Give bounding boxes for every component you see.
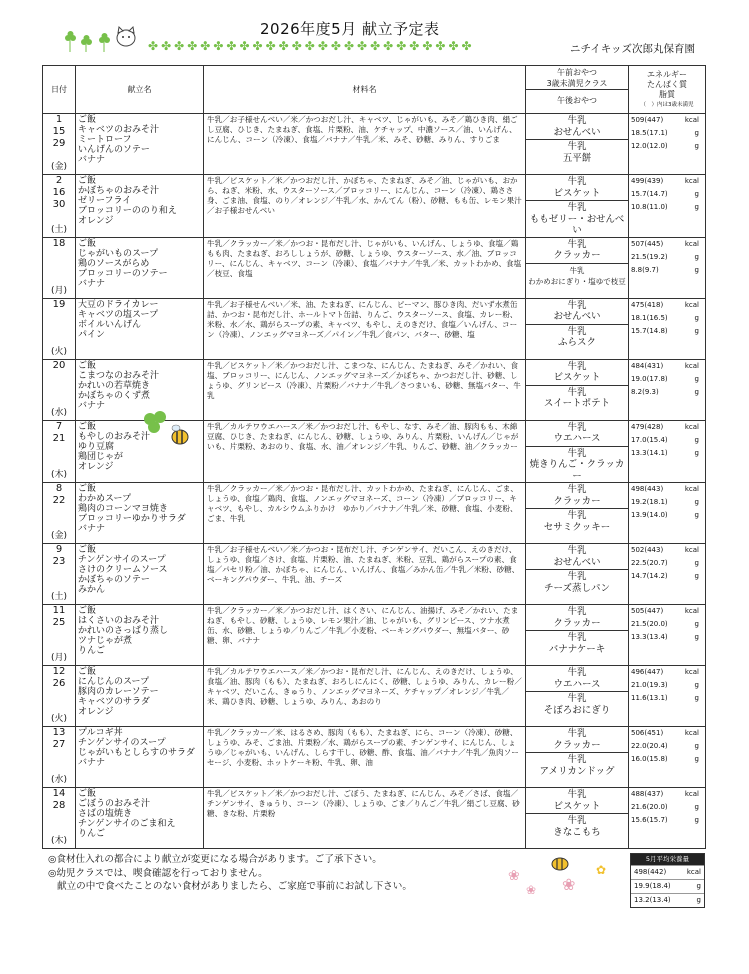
monthly-average-box [630, 853, 705, 908]
snack-cell [526, 544, 629, 605]
day-of-week: (水) [50, 407, 68, 418]
header-energy: エネルギー たんぱく質 脂質 （ ）内は3歳未満児 [629, 66, 706, 114]
nutrition-cell [629, 544, 706, 605]
protein-value: 19.2(18.1) g [631, 498, 699, 506]
menu-row [43, 298, 706, 359]
fat-value: 15.7(14.8) g [631, 326, 699, 335]
svg-text:❀: ❀ [562, 875, 576, 894]
dish-cell: ご飯 じゃがいものスープ 鶏のソースがらめ ブロッコリーのソテー バナナ [76, 237, 204, 298]
notes [48, 853, 412, 894]
ingredients-cell: 牛乳／お子様せんべい／米／かつお・昆布だし汁、チンゲンサイ、だいこん、えのきだけ、しょうゆ、食塩／さけ、食塩、片栗粉、油、たまねぎ、米粉、豆乳、鶏がらスープの素、食塩／パセリ粉／油、かぼちゃ、にんじん、いんげん、食塩／みかん缶／牛乳／米粉、砂糖、ベーキングパウダー、牛乳、油、チーズ [204, 544, 526, 605]
date-cell [43, 544, 76, 605]
snack-cell [526, 666, 629, 727]
header-ingredients: 材料名 [204, 66, 526, 114]
ingredients-cell: 牛乳／ビスケット／米／かつおだし汁、こまつな、にんじん、たまねぎ、みそ／かれい、食塩、ブロッコリー、にんじん、ノンエッグマヨネーズ／かぼちゃ、かつおだし汁、砂糖、しょうゆ、グリンピース（冷凍）、片栗粉／バナナ／牛乳／さつまいも、砂糖、無塩バター、牛乳 [204, 359, 526, 420]
dish-cell: ご飯 こまつなのおみそ汁 かれいの若草焼き かぼちゃのくず煮 バナナ [76, 359, 204, 420]
nutrition-cell [629, 359, 706, 420]
snack-cell [526, 359, 629, 420]
snack-am: 牛乳 ビスケット [526, 360, 628, 386]
menu-row [43, 605, 706, 666]
fat-value: 12.0(12.0) g [631, 142, 699, 150]
average-fat: 13.2(13.4) g [631, 893, 704, 907]
date-cell [43, 359, 76, 420]
dates: 8 22 [52, 483, 66, 506]
menu-row [43, 544, 706, 605]
day-of-week: (月) [50, 285, 68, 296]
nutrition-cell [629, 483, 706, 544]
ingredients-cell: 牛乳／クラッカー／米／かつおだし汁、はくさい、にんじん、油揚げ、みそ／かれい、たまねぎ、もやし、砂糖、しょうゆ、レモン果汁／油、じゃがいも、グリンピース、ツナ水煮缶、水、砂糖、しょうゆ／りんご／牛乳／小麦粉、ベーキングパウダー、無塩バター、砂糖、卵、バナナ [204, 605, 526, 666]
snack-cell [526, 605, 629, 666]
energy-value: 505(447) kcal [631, 607, 699, 615]
energy-value: 496(447) kcal [631, 668, 699, 676]
day-of-week: (火) [50, 714, 68, 724]
energy-value: 506(451) kcal [631, 729, 699, 737]
snack-pm: 牛乳 アメリカンドッグ [539, 754, 615, 777]
day-of-week: (水) [50, 775, 68, 785]
snack-am: 牛乳 ウエハース [526, 666, 628, 692]
nutrition-cell [629, 666, 706, 727]
date-cell [43, 298, 76, 359]
average-title: 5月平均栄養量 [631, 854, 704, 865]
day-of-week: (木) [50, 836, 68, 846]
day-of-week: (火) [50, 346, 68, 357]
protein-value: 21.0(19.3) g [631, 681, 699, 689]
school-name: ニチイキッズ次郎丸保育園 [570, 43, 696, 55]
snack-am: 牛乳 ビスケット [526, 788, 628, 814]
note-line: ◎幼児クラスでは、喫食確認を行っておりません。 [48, 867, 268, 879]
day-of-week: (土) [50, 224, 68, 235]
date-cell [43, 420, 76, 483]
snack-pm: 牛乳 わかめおにぎり・塩ゆで枝豆 [528, 265, 626, 286]
snack-am: 牛乳 ウエハース [526, 421, 628, 447]
nutrition-cell [629, 114, 706, 175]
day-of-week: (月) [50, 653, 68, 663]
snack-pm: 牛乳 チーズ蒸しパン [543, 571, 611, 594]
dates: 11 25 [52, 605, 66, 628]
menu-row [43, 788, 706, 849]
nutrition-cell [629, 175, 706, 238]
snack-pm: 牛乳 スイートポテト [543, 386, 611, 409]
date-cell [43, 727, 76, 788]
date-cell [43, 666, 76, 727]
dish-cell: ご飯 はくさいのおみそ汁 かれいのさっぱり蒸し ツナじゃが煮 りんご [76, 605, 204, 666]
snack-cell [526, 788, 629, 849]
note-line: 献立の中で食べたことのない食材がありましたら、ご家庭で事前にお試し下さい。 [57, 881, 412, 892]
menu-row [43, 727, 706, 788]
energy-value: 475(418) kcal [631, 300, 699, 309]
energy-value: 507(445) kcal [631, 239, 699, 248]
fat-value: 13.3(14.1) g [631, 448, 699, 457]
dates: 19 [52, 298, 66, 310]
ingredients-cell: 牛乳／クラッカー／米／かつお・昆布だし汁、じゃがいも、いんげん、しょうゆ、食塩／鶏もも肉、たまねぎ、おろししょうが、砂糖、しょうゆ、ウスターソース、水／油、ブロッコリー、にんじん、キャベツ、コーン（冷凍）、食塩／バナナ／牛乳／米、カットわかめ、食塩／枝豆、食塩 [204, 237, 526, 298]
snack-am: 牛乳 おせんべい [526, 544, 628, 570]
header-dish: 献立名 [76, 66, 204, 114]
fat-value: 14.7(14.2) g [631, 572, 699, 580]
dish-cell: 大豆のドライカレー キャベツの塩スープ ボイルいんげん パイン [76, 298, 204, 359]
snack-cell [526, 483, 629, 544]
note-line: ◎食材仕入れの都合により献立が変更になる場合があります。ご了承下さい。 [48, 854, 382, 865]
snack-cell [526, 237, 629, 298]
ingredients-cell: 牛乳／カルテワウエハース／米／かつお・昆布だし汁、にんじん、えのきだけ、しょうゆ、食塩／油、豚肉（もも）、たまねぎ、おろしにんにく、砂糖、しょうゆ、みりん、カレー粉／キャベツ、だいこん、きゅうり、ノンエッグマヨネーズ、ケチャップ／オレンジ／牛乳／米、鶏ひき肉、砂糖、しょうゆ、みりん、あおのり [204, 666, 526, 727]
snack-pm: 牛乳 ふらスク [557, 325, 596, 348]
nutrition-cell [629, 788, 706, 849]
ingredients-cell: 牛乳／お子様せんべい／米／かつおだし汁、キャベツ、じゃがいも、みそ／鶏ひき肉、絹ごし豆腐、ひじき、たまねぎ、食塩、片栗粉、油、ケチャップ、中濃ソース／油、いんげん、にんじん、コーン（冷凍）、食塩／バナナ／牛乳／米、みそ、砂糖、みりん、すりごま [204, 114, 526, 175]
menu-table [42, 65, 706, 849]
fat-value: 13.9(14.0) g [631, 511, 699, 519]
energy-value: 479(428) kcal [631, 422, 699, 431]
energy-value: 509(447) kcal [631, 116, 699, 124]
protein-value: 21.5(20.0) g [631, 620, 699, 628]
snack-cell [526, 420, 629, 483]
dates: 1 15 29 [52, 114, 66, 149]
energy-value: 499(439) kcal [631, 177, 699, 185]
dates: 13 27 [52, 727, 66, 750]
clover-border-decoration: ✤ ✤ ✤ ✤ ✤ ✤ ✤ ✤ ✤ ✤ ✤ ✤ ✤ ✤ ✤ ✤ ✤ ✤ ✤ ✤ ✤ ✤ ✤ ✤ ✤ [148, 39, 472, 53]
snack-am: 牛乳 クラッカー [526, 238, 628, 264]
date-cell [43, 788, 76, 849]
dish-cell: ご飯 キャベツのおみそ汁 ミートローフ いんげんのソテー バナナ [76, 114, 204, 175]
fat-value: 15.6(15.7) g [631, 816, 699, 824]
date-cell [43, 605, 76, 666]
day-of-week: (金) [50, 531, 68, 541]
protein-value: 17.0(15.4) g [631, 435, 699, 444]
day-of-week: (金) [50, 162, 68, 172]
svg-text:❀: ❀ [526, 883, 537, 897]
energy-value: 498(443) kcal [631, 485, 699, 493]
average-energy: 498(442) kcal [631, 865, 704, 879]
dates: 2 16 30 [52, 175, 66, 210]
date-cell [43, 237, 76, 298]
energy-value: 488(437) kcal [631, 790, 699, 798]
dish-cell: ご飯 かぼちゃのおみそ汁 ゼリーフライ ブロッコリーののり和え オレンジ [76, 175, 204, 238]
ingredients-cell: 牛乳／お子様せんべい／米、油、たまねぎ、にんじん、ピーマン、豚ひき肉、だいず水煮缶詰、かつお・昆布だし汁、ホールトマト缶詰、りんご、ウスターソース、食塩、カレー粉、米粉、水／水、鶏がらスープの素、キャベツ、もやし、えのきだけ、食塩／いんげん、コーン（冷凍）、ノンエッグマヨネーズ／パイン／牛乳／食パン、バター、砂糖、塩 [204, 298, 526, 359]
dates: 20 [52, 359, 66, 371]
fat-value: 13.3(13.4) g [631, 633, 699, 641]
date-cell [43, 114, 76, 175]
average-protein: 19.9(18.4) g [631, 879, 704, 893]
energy-value: 484(431) kcal [631, 361, 699, 370]
dish-cell: ご飯 ごぼうのおみそ汁 さばの塩焼き チンゲンサイのごま和え りんご [76, 788, 204, 849]
snack-cell [526, 114, 629, 175]
snack-pm: 牛乳 バナナケーキ [548, 632, 606, 655]
date-cell [43, 483, 76, 544]
snack-am: 牛乳 クラッカー [526, 605, 628, 631]
dish-cell: ご飯 にんじんのスープ 豚肉のカレーソテー キャベツのサラダ オレンジ [76, 666, 204, 727]
nutrition-cell [629, 727, 706, 788]
fat-value: 8.8(9.7) g [631, 265, 699, 274]
snack-pm: 牛乳 ももゼリー・おせんべい [529, 202, 625, 236]
dates: 18 [52, 237, 66, 249]
snack-am: 牛乳 おせんべい [526, 299, 628, 325]
fat-value: 11.6(13.1) g [631, 694, 699, 702]
snack-cell [526, 727, 629, 788]
fat-value: 16.0(15.8) g [631, 755, 699, 763]
flower-bee-illustration [500, 850, 620, 898]
fat-value: 8.2(9.3) g [631, 387, 699, 396]
menu-row [43, 175, 706, 238]
nutrition-cell [629, 298, 706, 359]
snack-cell [526, 298, 629, 359]
ingredients-cell: 牛乳／クラッカー／米、はるさめ、豚肉（もも）、たまねぎ、にら、コーン（冷凍）、砂糖、しょうゆ、みそ、ごま油、片栗粉／水、鶏がらスープの素、チンゲンサイ、にんじん、しょうゆ／じゃがいも、いんげん、しらす干し、砂糖、酢、食塩、油／バナナ／牛乳／魚肉ソーセージ、小麦粉、ホットケーキ粉、牛乳、卵、油 [204, 727, 526, 788]
protein-value: 19.0(17.8) g [631, 374, 699, 383]
protein-value: 18.5(17.1) g [631, 129, 699, 137]
date-cell [43, 175, 76, 238]
menu-row [43, 114, 706, 175]
fat-value: 10.8(11.0) g [631, 203, 699, 211]
protein-value: 22.0(20.4) g [631, 742, 699, 750]
header-snack: 午前おやつ 3歳未満児クラス 午後おやつ [526, 66, 629, 114]
snack-pm: 牛乳 きなこもち [553, 815, 601, 838]
snack-cell [526, 175, 629, 238]
ingredients-cell: 牛乳／クラッカー／米／かつお・昆布だし汁、カットわかめ、たまねぎ、にんじん、ごま、しょうゆ、食塩／鶏肉、食塩、ノンエッグマヨネーズ、コーン（冷凍）／ブロッコリー、キャベツ、もやし、カルシウムふりかけ ゆかり／バナナ／牛乳／米、砂糖、食塩、小麦粉、ごま、牛乳 [204, 483, 526, 544]
ingredients-cell: 牛乳／ビスケット／米／かつおだし汁、ごぼう、たまねぎ、にんじん、みそ／さば、食塩／チンゲンサイ、きゅうり、コーン（冷凍）、しょうゆ、ごま／りんご／牛乳／絹ごし豆腐、砂糖、きな粉、片栗粉 [204, 788, 526, 849]
snack-pm: 牛乳 焼きりんご・クラッカー [529, 447, 625, 482]
nutrition-cell [629, 605, 706, 666]
dish-cell: ご飯 チンゲンサイのスープ さけのクリームソース かぼちゃのソテー みかん [76, 544, 204, 605]
day-of-week: (木) [50, 470, 68, 480]
nutrition-cell [629, 237, 706, 298]
dates: 9 23 [52, 544, 66, 567]
protein-value: 15.7(14.7) g [631, 190, 699, 198]
svg-text:✿: ✿ [596, 863, 607, 877]
dish-cell: ご飯 わかめスープ 鶏肉のコーンマヨ焼き ブロッコリーゆかりサラダ バナナ [76, 483, 204, 544]
day-of-week: (土) [50, 592, 68, 602]
snack-pm: 牛乳 そぼろおにぎり [543, 693, 611, 716]
page-title: 2026年度5月 献立予定表 [260, 20, 440, 38]
header-date: 日付 [43, 66, 76, 114]
snack-am: 牛乳 ビスケット [526, 175, 628, 201]
dates: 14 28 [52, 788, 66, 811]
protein-value: 22.5(20.7) g [631, 559, 699, 567]
protein-value: 21.5(19.2) g [631, 252, 699, 261]
ingredients-cell: 牛乳／ビスケット／米／かつおだし汁、かぼちゃ、たまねぎ、みそ／油、じゃがいも、おから、ねぎ、米粉、水、ウスターソース／ブロッコリー、にんじん、コーン（冷凍）、鶏ささ身、ごま油、食塩、のり／オレンジ／牛乳／水、かんてん（粉）、砂糖、もも缶、レモン果汁／お子様おせんべい [204, 175, 526, 238]
snack-pm: 牛乳 セサミクッキー [543, 510, 611, 533]
energy-value: 502(443) kcal [631, 546, 699, 554]
protein-value: 18.1(16.5) g [631, 313, 699, 322]
menu-row [43, 666, 706, 727]
menu-row [43, 237, 706, 298]
menu-row [43, 483, 706, 544]
clover-cat-illustration [60, 22, 142, 54]
snack-am: 牛乳 クラッカー [526, 483, 628, 509]
nutrition-cell [629, 420, 706, 483]
clover-bee-illustration [140, 407, 192, 453]
dish-cell: プルコギ丼 チンゲンサイのスープ じゃがいもとしらすのサラダ バナナ [76, 727, 204, 788]
dish-cell: ご飯 もやしのおみそ汁 ゆり豆腐 鶏団じゃが オレンジ [76, 420, 204, 483]
dates: 7 21 [52, 420, 66, 444]
svg-text:❀: ❀ [508, 868, 520, 884]
protein-value: 21.6(20.0) g [631, 803, 699, 811]
dates: 12 26 [52, 666, 66, 689]
snack-pm: 牛乳 五平餅 [562, 141, 592, 164]
ingredients-cell: 牛乳／カルテワウエハース／米／かつおだし汁、もやし、なす、みそ／油、豚肉もも、木綿豆腐、ひじき、たまねぎ、にんじん、砂糖、しょうゆ、みりん、片栗粉、いんげん／じゃがいも、片栗粉、あおのり、食塩、水、油／オレンジ／牛乳、りんご、砂糖、油／クラッカー [204, 420, 526, 483]
snack-am: 牛乳 クラッカー [526, 727, 628, 753]
snack-am: 牛乳 おせんべい [526, 114, 628, 140]
